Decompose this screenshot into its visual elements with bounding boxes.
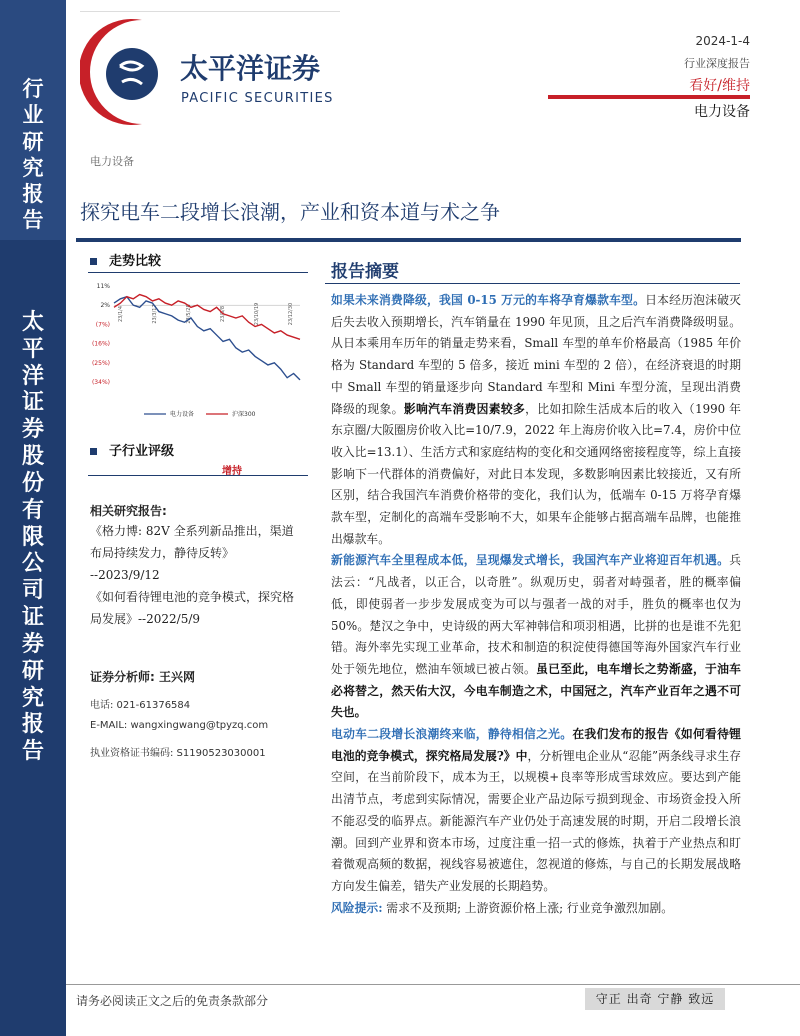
y-tick-label: 11%	[96, 283, 110, 290]
title-underline	[76, 238, 741, 242]
summary-title: 报告摘要	[331, 262, 399, 282]
related-reports-list	[90, 520, 305, 630]
analyst-name: 证券分析师: 王兴网	[90, 670, 195, 684]
sub-rating-rule	[88, 475, 308, 476]
related-report-link[interactable]: 《格力博: 82V 全系列新品推出，渠道布局持续发力，静待反转》	[90, 524, 294, 560]
summary-rule	[325, 283, 740, 284]
summary-paragraph-3: 电动车二段增长浪潮终来临，静待相信之光。在我们发布的报告《如何看待锂电池的竞争模式，探究格局发展?》中，分析锂电企业从“忍能”两条线寻求生存空间，在当前阶段下，成本为王，以规模+良率等形成雪球效应。要达到产能出清节点，考虑到实际情况，需要企业产品边际亏损到现金、市场资金投入所不能忍受的临界点。新能源汽车产业仍处于高速发展的时期，开启二段增长浪潮。回到产业界和资本市场，过度注重一招一式的修炼，执着于产业热点和盯着微观高频的数据，视线容易被遮住，忽视道的修炼，与自己的长期发展战略方向发生偏差，错失产业发展的长期趋势。	[331, 727, 741, 893]
related-reports-title: 相关研究报告:	[90, 504, 167, 518]
company-logo	[80, 16, 350, 126]
x-tick-label: 23/12/30	[288, 302, 294, 326]
header-industry: 电力设备	[694, 104, 750, 120]
brand-name-cn: 太平洋证券	[180, 52, 321, 85]
square-bullet-icon	[90, 448, 97, 455]
header-red-bar	[548, 95, 750, 99]
industry-rating: 看好/维持	[689, 78, 750, 94]
footer-rule	[66, 984, 800, 985]
analyst-email[interactable]: E-MAIL: wangxingwang@tpyzq.com	[90, 720, 269, 731]
logo-globe-icon	[106, 48, 158, 100]
series-line	[114, 297, 300, 380]
risk-warning: 风险提示: 需求不及预期; 上游资源价格上涨; 行业竞争激烈加剧。	[331, 900, 674, 915]
sub-industry-rating: 增持	[222, 466, 242, 477]
x-tick-label: 23/5/28	[186, 304, 192, 324]
trend-heading: 走势比较	[90, 250, 161, 269]
page-title: 探究电车二段增长浪潮，产业和资本道与术之争	[80, 200, 500, 224]
y-tick-label: (7%)	[95, 321, 110, 329]
sub-industry-heading: 子行业评级	[90, 440, 174, 459]
summary-body	[331, 290, 741, 919]
left-sidebar	[0, 0, 66, 1036]
footer-motto: 守正 出奇 宁静 致远	[585, 988, 725, 1010]
brand-name-en: PACIFIC SECURITIES	[181, 91, 334, 106]
report-type: 行业深度报告	[684, 57, 750, 70]
breadcrumb: 电力设备	[90, 155, 134, 168]
trend-rule	[88, 272, 308, 273]
report-date: 2024-1-4	[695, 34, 750, 48]
x-tick-label: 23/1/4	[118, 305, 124, 323]
x-tick-label: 23/3/17	[152, 304, 158, 324]
y-tick-label: (16%)	[91, 340, 110, 348]
x-tick-label: 23/10/19	[254, 302, 260, 326]
y-tick-label: (34%)	[91, 379, 110, 386]
sidebar-company-text: 太 平 洋 证 券 股 份 有 限 公 司 证 券 研 究 报 告	[21, 310, 44, 765]
series-line	[114, 295, 300, 340]
y-tick-label: (25%)	[91, 359, 110, 367]
legend-label: 沪深300	[232, 411, 256, 418]
sidebar-category-text: 行 业 研 究 报 告	[22, 77, 44, 233]
y-tick-label: 2%	[100, 302, 110, 310]
top-rule	[80, 11, 340, 12]
square-bullet-icon	[90, 258, 97, 265]
summary-paragraph-1: 如果未来消费降级，我国 0-15 万元的车将孕育爆款车型。日本经历泡沫破灭后失去收入预期增长，汽车销量在 1990 年见顶，且之后汽车消费降级明显。从日本乘用车历年的销量走势来看，Small 车型的单车价格最高（1985 年价格为 Standard 车型的 5 倍多，接近 mini 车型的 2 倍），在经济衰退的时期中 Small 车型的销量逐步向 Standard 车型和 Mini 车型分流，呈现出消费降级的现象。影响汽车消费因素较多，比如扣除生活成本后的收入（1990 年东京圈/大阪圈房价收入比=10/7.9，2022 年上海房价收入比=7.4，房价中位收入比=13.1）、生活方式和家庭结构的变化和交通网络密接程度等，综上直接影响下一代群体的消费偏好，对此日本发现，多数影响因素比较接近，又有所区别，结合我国汽车消费价格带的变化，我们认为，低端车 0-15 万将孕育爆款车型，定制化的高端车受影响不大，如果车企能够占据高端车品牌，也能推出爆款车。	[331, 293, 741, 546]
analyst-license: 执业资格证书编码: S1190523030001	[90, 748, 266, 759]
related-report-link[interactable]: 《如何看待锂电池的竞争模式，探究格局发展》--2022/5/9	[90, 590, 295, 626]
trend-chart	[88, 278, 306, 423]
related-report-date: --2023/9/12	[90, 568, 160, 582]
legend-label: 电力设备	[170, 411, 195, 418]
footer-disclaimer: 请务必阅读正文之后的免责条款部分	[76, 994, 269, 1008]
analyst-phone: 电话: 021-61376584	[90, 700, 191, 711]
x-tick-label: 23/8/8	[220, 305, 226, 323]
summary-paragraph-2: 新能源汽车全里程成本低，呈现爆发式增长，我国汽车产业将迎百年机遇。兵法云：“凡战者，以正合，以奇胜”。纵观历史，弱者对峙强者，胜的概率偏低，即使弱者一步步发展成变为可以与强者一战的对手，胜负的概率也仅为 50%。楚汉之争中，史诗级的两大军神韩信和项羽相遇，比拼的也是谁不先犯错。海外率先实现工业革命，技术和制造的积淀使得德国等海外国家汽车行业处于领先地位，燃油车领域已被占领。虽已至此，电车增长之势渐盛，于油车必将替之，然天佑大汉，今电车制造之术，中国冠之，汽车产业百年之遇不可失也。	[331, 553, 741, 720]
